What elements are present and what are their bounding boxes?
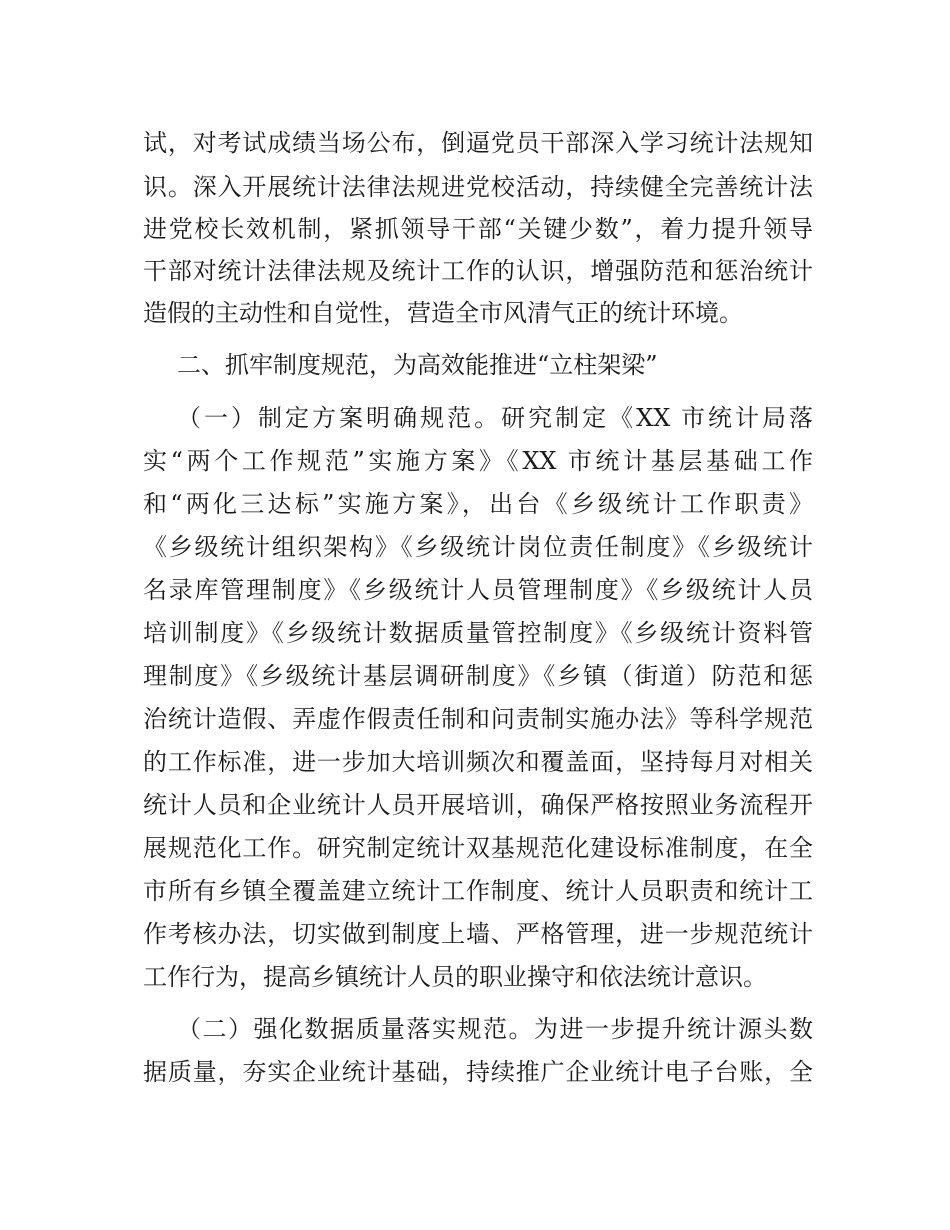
paragraph-line: 的工作标准，进一步加大培训频次和覆盖面，坚持每月对相关: [143, 748, 813, 776]
paragraph-line: 和“两化三达标”实施方案》，出台《乡级统计工作职责》: [143, 490, 813, 518]
paragraph-line: 造假的主动性和自觉性，营造全市风清气正的统计环境。: [143, 299, 743, 327]
paragraph-line: 进党校长效机制，紧抓领导干部“关键少数”，着力提升领导: [143, 215, 813, 243]
paragraph-line: 培训制度》《乡级统计数据质量管控制度》《乡级统计资料管: [143, 619, 813, 647]
paragraph-line: 《乡级统计组织架构》《乡级统计岗位责任制度》《乡级统计: [143, 533, 813, 561]
section-heading: 二、抓牢制度规范，为高效能推进“立柱架梁”: [177, 351, 658, 379]
paragraph-line: 识。深入开展统计法律法规进党校活动，持续健全完善统计法: [143, 173, 813, 201]
paragraph-line: （二）强化数据质量落实规范。为进一步提升统计源头数: [177, 1015, 813, 1043]
paragraph-line: 名录库管理制度》《乡级统计人员管理制度》《乡级统计人员: [143, 576, 813, 604]
paragraph-line: 据质量，夯实企业统计基础，持续推广企业统计电子台账，全: [143, 1058, 813, 1086]
paragraph-line: 市所有乡镇全覆盖建立统计工作制度、统计人员职责和统计工: [143, 877, 813, 905]
paragraph-line: 治统计造假、弄虚作假责任制和问责制实施办法》等科学规范: [143, 705, 813, 733]
paragraph-line: 统计人员和企业统计人员开展培训，确保严格按照业务流程开: [143, 791, 813, 819]
paragraph-line: 试，对考试成绩当场公布，倒逼党员干部深入学习统计法规知: [143, 129, 813, 157]
paragraph-line: 干部对统计法律法规及统计工作的认识，增强防范和惩治统计: [143, 257, 813, 285]
paragraph-line: 工作行为，提高乡镇统计人员的职业操守和依法统计意识。: [143, 963, 767, 991]
paragraph-line: 理制度》《乡级统计基层调研制度》《乡镇（街道）防范和惩: [143, 662, 813, 690]
paragraph-line: 实“两个工作规范”实施方案》《XX 市统计基层基础工作: [143, 447, 813, 475]
paragraph-line: （一）制定方案明确规范。研究制定《XX 市统计局落: [177, 404, 813, 432]
paragraph-line: 作考核办法，切实做到制度上墙、严格管理，进一步规范统计: [143, 920, 813, 948]
paragraph-line: 展规范化工作。研究制定统计双基规范化建设标准制度，在全: [143, 834, 813, 862]
